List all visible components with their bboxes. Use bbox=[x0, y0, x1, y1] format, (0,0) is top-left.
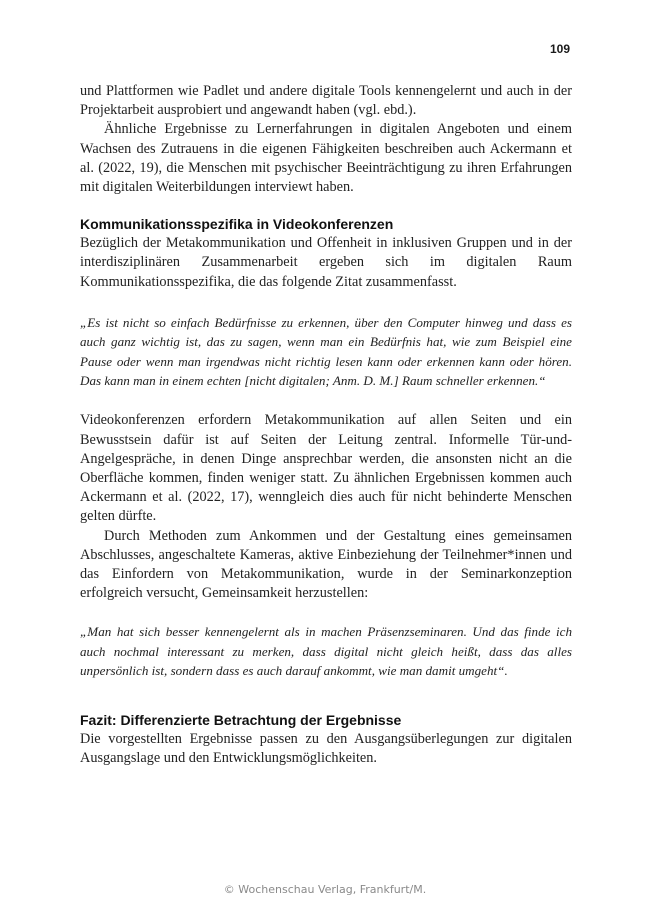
spacer bbox=[80, 681, 572, 711]
paragraph: Die vorgestellten Ergebnisse passen zu den Ausgangsüberlegungen zur digitalen Ausgangslage und den Entwicklungsmöglichkeiten. bbox=[80, 730, 572, 766]
paragraph: Durch Methoden zum Ankommen und der Gestaltung eines gemeinsamen Abschlusses, angeschaltete Kameras, aktive Einbeziehung der Teilnehmer*innen und das Einfordern von Metakommunikation, wurde in der Seminarkonzeption erfolgreich versucht, Gemeinsamkeit herzustellen: bbox=[80, 527, 572, 602]
copyright-footer: © Wochenschau Verlag, Frankfurt/M. bbox=[223, 883, 427, 896]
section-heading: Fazit: Differenzierte Betrachtung der Ergebnisse bbox=[80, 711, 402, 728]
paragraph: und Plattformen wie Padlet und andere digitale Tools kennengelernt und auch in der Projektarbeit ausprobiert und angewandt haben (vgl. ebd.). bbox=[80, 83, 572, 119]
page-number: 109 bbox=[549, 42, 570, 56]
block-quote: „Man hat sich besser kennengelernt als in machen Präsenzseminaren. Und das finde ich auch nochmal interessant zu merken, dass digital nicht gleich heißt, dass das alles unpersönlich ist, sondern dass es auch darauf ankommt, wie man damit umgeht“. bbox=[80, 624, 572, 679]
body-text bbox=[80, 82, 572, 768]
section-heading: Kommunikationsspezifika in Videokonferenzen bbox=[80, 216, 394, 233]
paragraph: Bezüglich der Metakommunikation und Offenheit in inklusiven Gruppen und in der interdisziplinären Zusammenarbeit ergeben sich im digitalen Raum Kommunikationsspezifika, die das folgende Zitat zusammenfasst. bbox=[80, 235, 572, 290]
paragraph: Ähnliche Ergebnisse zu Lernerfahrungen in digitalen Angeboten und einem Wachsen des Zutrauens in die eigenen Fähigkeiten beschreiben auch Ackermann et al. (2022, 19), die Menschen mit psychischer Beeinträchtigung zu ihren Erfahrungen mit digitalen Weiterbildungen interviewt haben. bbox=[80, 121, 572, 196]
block-quote: „Es ist nicht so einfach Bedürfnisse zu erkennen, über den Computer hinweg und dass es auch ganz wichtig ist, das zu sagen, wenn man ein Bedürfnis hat, wie zum Beispiel eine Pause oder wenn man irgendwas nicht richtig lesen kann oder erkennen kann oder hören. Das kann man in einem echten [nicht digitalen; Anm. D. M.] Raum schneller erkennen.“ bbox=[80, 314, 572, 389]
paragraph: Videokonferenzen erfordern Metakommunikation auf allen Seiten und ein Bewusstsein dafür ist auf Seiten der Leitung zentral. Informelle Tür-und-Angelgespräche, in denen Dinge ansprechbar werden, die ansonsten nicht an die Oberfläche kommen, finden weniger statt. Zu ähnlichen Ergebnissen kommen auch Ackermann et al. (2022, 17), wenngleich dies auch für nicht behinderte Menschen gelten dürfte. bbox=[80, 412, 572, 525]
